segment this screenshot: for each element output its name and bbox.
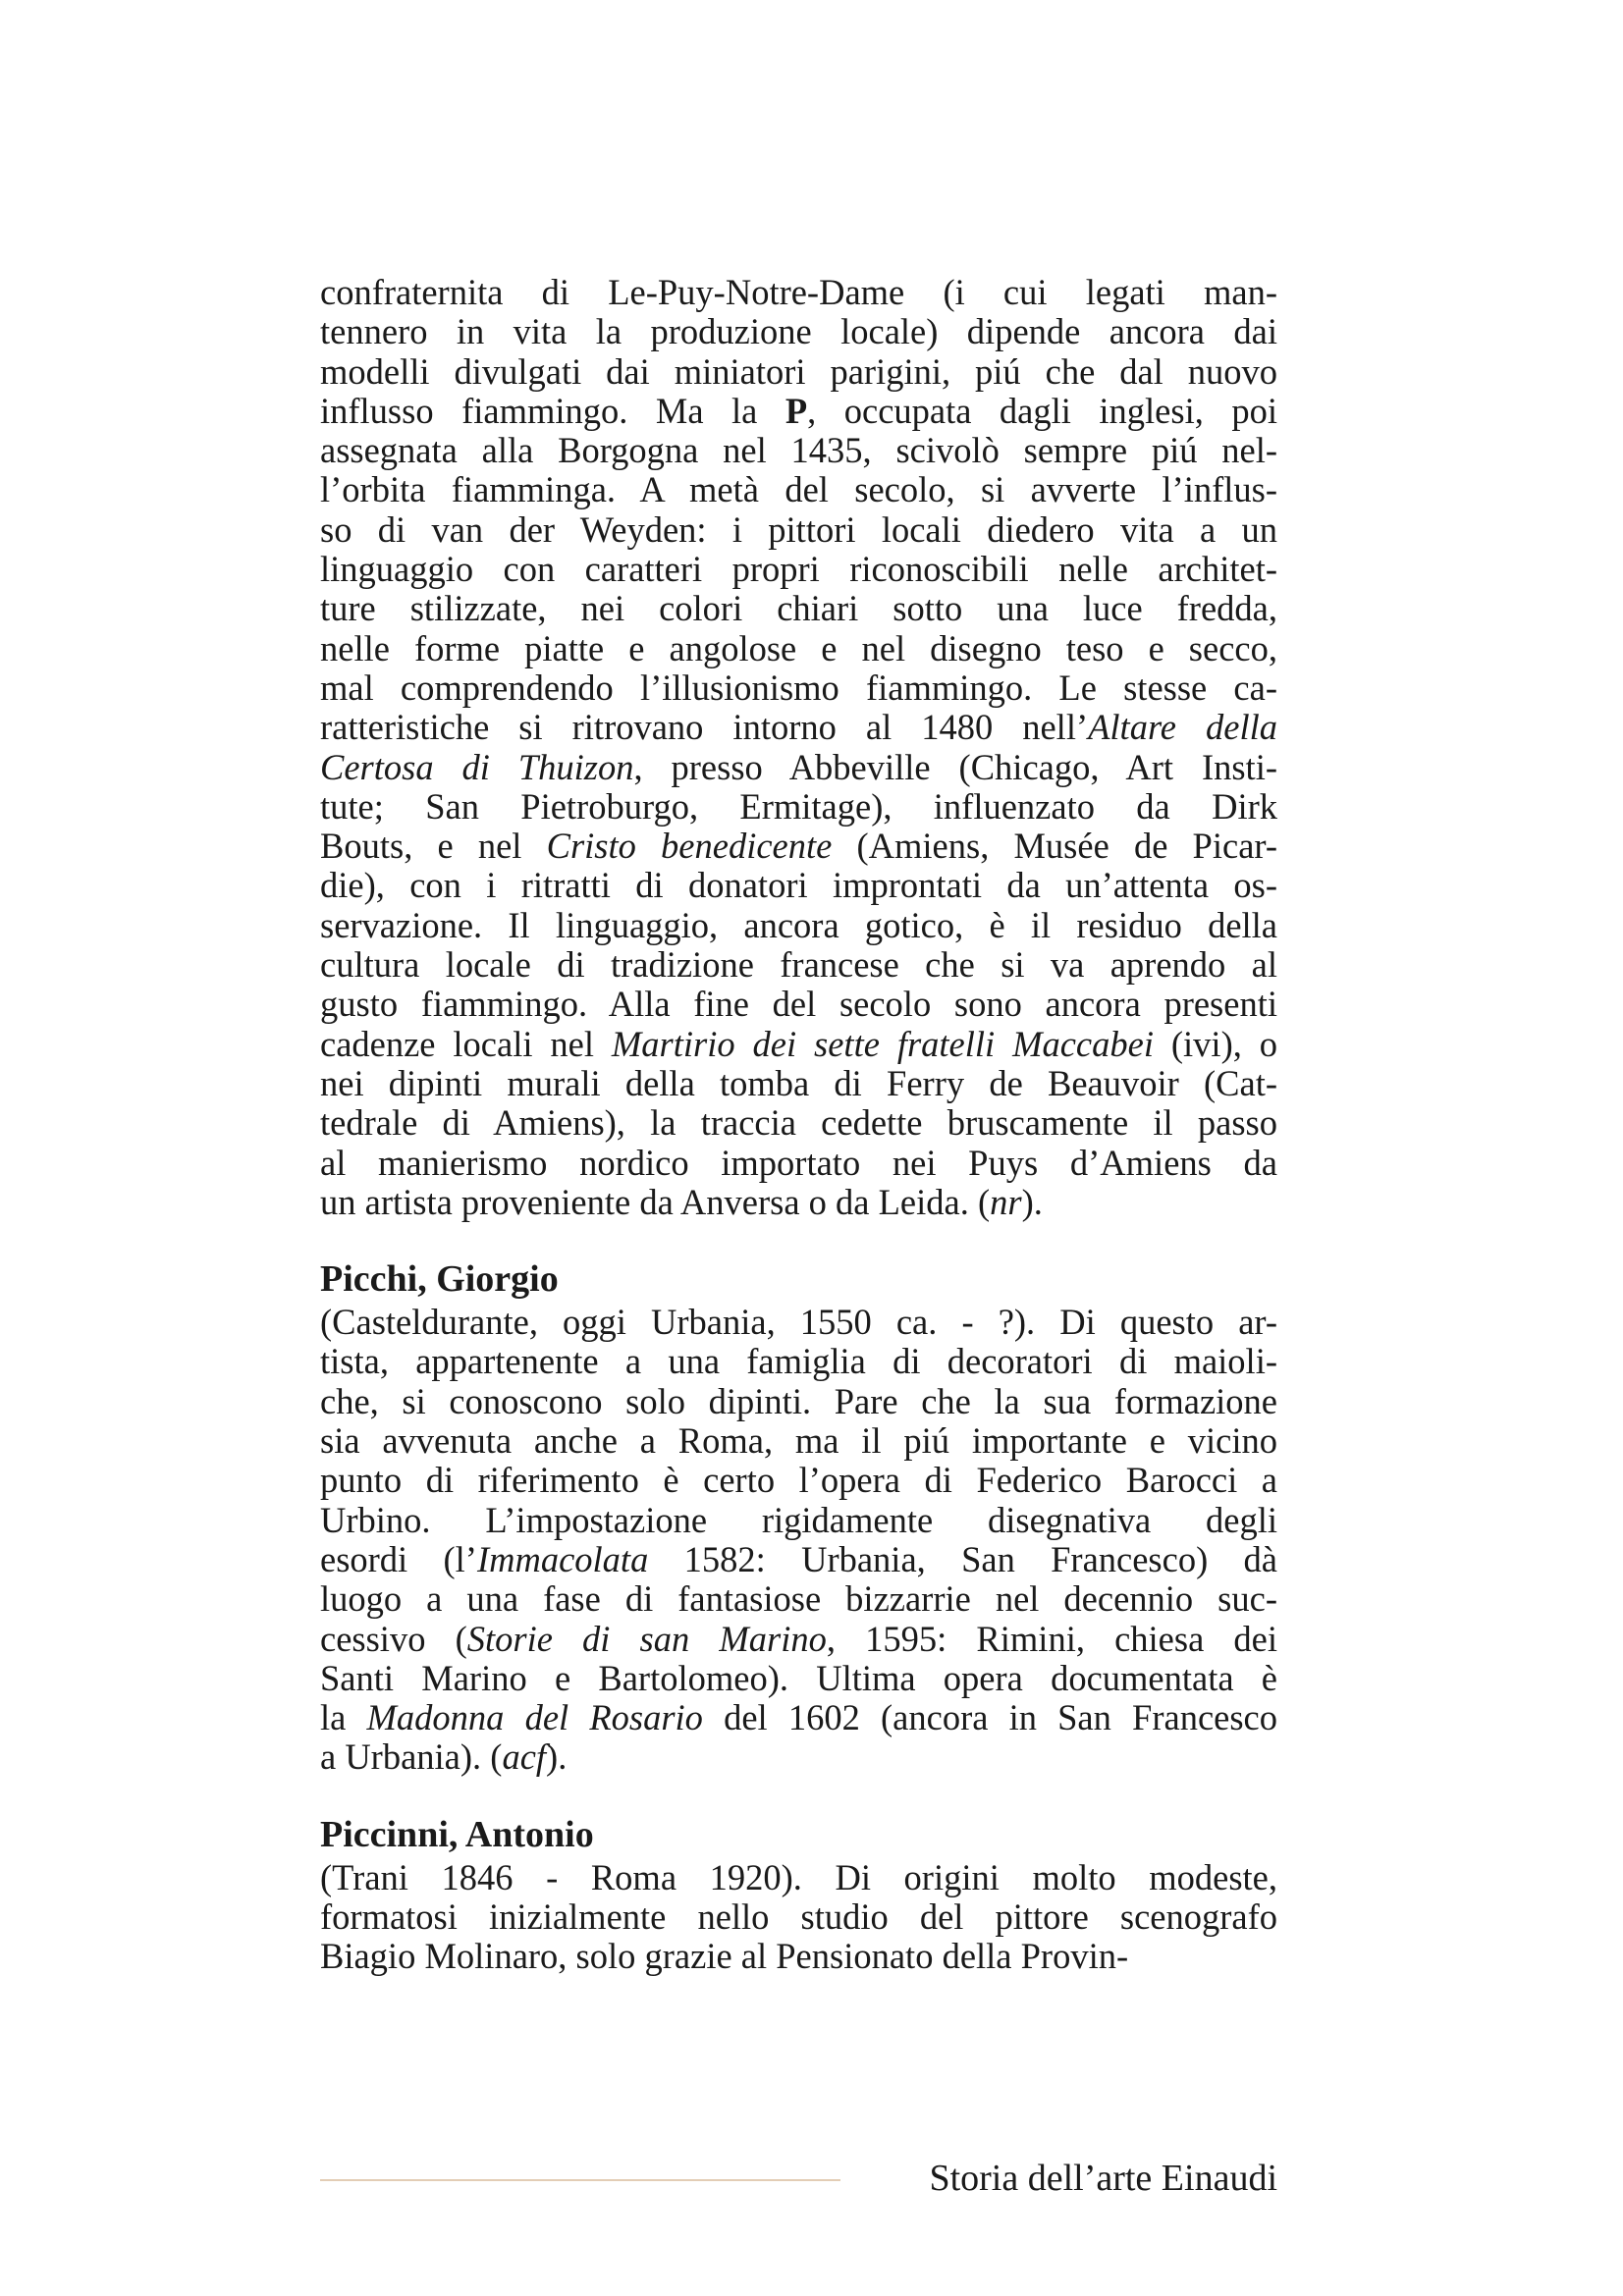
- text-line: Biagio Molinaro, solo grazie al Pensionato della Provin-: [320, 1936, 1129, 1977]
- text-line: cultura locale di tradizione francese che si va aprendo al: [320, 944, 1277, 986]
- text-line: confraternita di Le-Puy-Notre-Dame (i cui legati man-: [320, 272, 1277, 312]
- text-line: modelli divulgati dai miniatori parigini, piú che dal nuovo: [320, 350, 1277, 392]
- italic-title: Cristo benedicente: [546, 826, 833, 867]
- text-line: ratteristiche si ritrovano intorno al 1480 nell’Altare della: [320, 707, 1277, 748]
- text-line: cessivo (Storie di san Marino, 1595: Rimini, chiesa dei: [320, 1618, 1277, 1659]
- text-line: so di van der Weyden: i pittori locali diedero vita a un: [320, 508, 1277, 550]
- text-line: tute; San Pietroburgo, Ermitage), influenzato da Dirk: [320, 785, 1277, 827]
- text-line: Bouts, e nel Cristo benedicente (Amiens, Musée de Picar-: [320, 826, 1277, 867]
- text-line: tennero in vita la produzione locale) dipende ancora dai: [320, 311, 1277, 352]
- entry-title: Picchi, Giorgio: [320, 1258, 559, 1301]
- text-line: influsso fiammingo. Ma la P, occupata dagli inglesi, poi: [320, 390, 1277, 431]
- text-line: luogo a una fase di fantasiose bizzarrie nel decennio suc-: [320, 1578, 1277, 1620]
- text-line: cadenze locali nel Martirio dei sette fratelli Maccabei (ivi), o: [320, 1023, 1278, 1064]
- text-line: servazione. Il linguaggio, ancora gotico, è il residuo della: [320, 904, 1277, 945]
- italic-title: Altare della: [1088, 707, 1277, 748]
- italic-title: acf: [502, 1736, 547, 1778]
- text-line: Santi Marino e Bartolomeo). Ultima opera documentata è: [320, 1657, 1277, 1698]
- footer-rule: [320, 2179, 840, 2181]
- text-line: Certosa di Thuizon, presso Abbeville (Chicago, Art Insti-: [320, 746, 1277, 787]
- italic-title: nr: [990, 1181, 1022, 1222]
- text-line: (Casteldurante, oggi Urbania, 1550 ca. - ?). Di questo ar-: [320, 1302, 1277, 1343]
- entry-body: [320, 1858, 1277, 1977]
- intro-paragraph: [320, 273, 1277, 1222]
- text-line: ture stilizzate, nei colori chiari sotto una luce fredda,: [320, 588, 1277, 629]
- page-body: [320, 273, 1277, 1977]
- text-line: tedrale di Amiens), la traccia cedette bruscamente il passo: [320, 1102, 1277, 1144]
- italic-title: Storie di san Marino: [466, 1618, 827, 1659]
- text-line: sia avvenuta anche a Roma, ma il piú importante e vicino: [320, 1420, 1277, 1462]
- footer-publication-title: Storia dell’arte Einaudi: [929, 2158, 1277, 2199]
- entry-piccinni: [320, 1813, 1277, 1977]
- text-line: al manierismo nordico importato nei Puys d’Amiens da: [320, 1142, 1277, 1183]
- text-line: un artista proveniente da Anversa o da Leida. (nr).: [320, 1181, 1043, 1222]
- text-line: (Trani 1846 - Roma 1920). Di origini molto modeste,: [320, 1856, 1277, 1897]
- italic-title: Certosa di Thuizon: [320, 746, 634, 787]
- text-line: linguaggio con caratteri propri riconoscibili nelle architet-: [320, 549, 1277, 590]
- page-footer: [320, 2155, 1277, 2204]
- text-line: die), con i ritratti di donatori improntati da un’attenta os-: [320, 865, 1277, 906]
- text-line: che, si conoscono solo dipinti. Pare che la sua formazione: [320, 1380, 1277, 1421]
- bold-abbreviation: P: [784, 390, 808, 431]
- text-line: Urbino. L’impostazione rigidamente disegnativa degli: [320, 1499, 1277, 1540]
- text-line: l’orbita fiamminga. A metà del secolo, si avverte l’influs-: [320, 469, 1277, 510]
- text-line: assegnata alla Borgogna nel 1435, scivolò sempre piú nel-: [320, 430, 1277, 471]
- text-line: nelle forme piatte e angolose e nel disegno teso e secco,: [320, 627, 1277, 668]
- italic-title: Martirio dei sette fratelli Maccabei: [611, 1023, 1154, 1064]
- text-line: punto di riferimento è certo l’opera di Federico Barocci a: [320, 1460, 1277, 1501]
- entry-title: Piccinni, Antonio: [320, 1813, 594, 1855]
- text-line: nei dipinti murali della tomba di Ferry de Beauvoir (Cat-: [320, 1062, 1277, 1103]
- text-line: la Madonna del Rosario del 1602 (ancora in San Francesco: [320, 1697, 1278, 1738]
- text-line: esordi (l’Immacolata 1582: Urbania, San Francesco) dà: [320, 1538, 1278, 1579]
- text-line: formatosi inizialmente nello studio del pittore scenografo: [320, 1896, 1277, 1937]
- entry-picchi: [320, 1257, 1277, 1778]
- italic-title: Madonna del Rosario: [366, 1697, 703, 1738]
- text-line: gusto fiammingo. Alla fine del secolo sono ancora presenti: [320, 984, 1277, 1025]
- entry-body: [320, 1303, 1277, 1778]
- text-line: tista, appartenente a una famiglia di decoratori di maioli-: [320, 1341, 1277, 1382]
- text-line: a Urbania). (acf).: [320, 1736, 568, 1778]
- italic-title: Immacolata: [476, 1538, 649, 1579]
- text-line: mal comprendendo l’illusionismo fiammingo. Le stesse ca-: [320, 667, 1277, 708]
